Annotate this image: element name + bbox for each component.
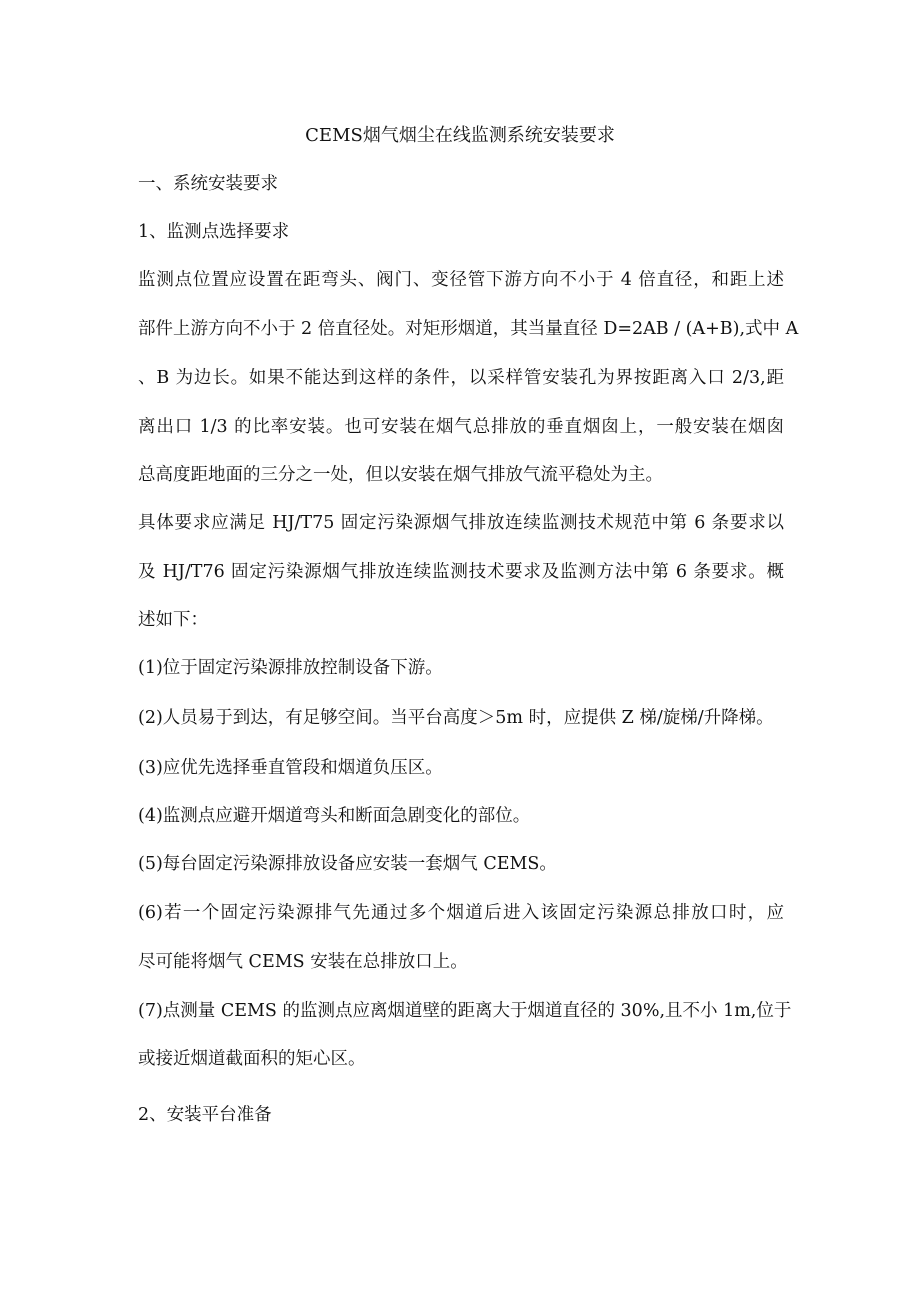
paragraph-line: 及 HJ/T76 固定污染源烟气排放连续监测技术要求及监测方法中第 6 条要求。概 bbox=[138, 562, 784, 582]
list-item: (5)每台固定污染源排放设备应安装一套烟气 CEMS。 bbox=[138, 854, 557, 874]
list-item: (4)监测点应避开烟道弯头和断面急剧变化的部位。 bbox=[138, 806, 531, 826]
document-title: CEMS烟气烟尘在线监测系统安装要求 bbox=[305, 125, 615, 146]
paragraph-line: 述如下： bbox=[138, 610, 208, 630]
paragraph-line: 离出口 1/3 的比率安装。也可安装在烟气总排放的垂直烟囱上，一般安装在烟囱 bbox=[138, 417, 784, 437]
paragraph-line: 具体要求应满足 HJ/T75 固定污染源烟气排放连续监测技术规范中第 6 条要求以 bbox=[138, 513, 784, 533]
subsection-heading: 1、监测点选择要求 bbox=[138, 222, 290, 242]
section-heading: 一、系统安装要求 bbox=[138, 174, 278, 194]
subsection-heading: 2、安装平台准备 bbox=[138, 1105, 272, 1125]
list-item: (1)位于固定污染源排放控制设备下游。 bbox=[138, 658, 443, 678]
list-item-continuation: 或接近烟道截面积的矩心区。 bbox=[138, 1049, 366, 1069]
paragraph-line: 、B 为边长。如果不能达到这样的条件，以采样管安装孔为界按距离入口 2/3,距 bbox=[138, 368, 784, 388]
list-item: (7)点测量 CEMS 的监测点应离烟道壁的距离大于烟道直径的 30%,且不小 1m,位于 bbox=[138, 1001, 792, 1021]
paragraph-line: 总高度距地面的三分之一处，但以安装在烟气排放气流平稳处为主。 bbox=[138, 465, 663, 485]
list-item: (3)应优先选择垂直管段和烟道负压区。 bbox=[138, 758, 443, 778]
list-item-continuation: 尽可能将烟气 CEMS 安装在总排放口上。 bbox=[138, 952, 468, 972]
list-item: (2)人员易于到达，有足够空间。当平台高度＞5m 时，应提供 Z 梯/旋梯/升降梯。 bbox=[138, 708, 774, 728]
paragraph-line: 部件上游方向不小于 2 倍直径处。对矩形烟道，其当量直径 D=2AB / (A+B),式中 A bbox=[138, 319, 799, 339]
list-item: (6)若一个固定污染源排气先通过多个烟道后进入该固定污染源总排放口时，应 bbox=[138, 903, 784, 923]
paragraph-line: 监测点位置应设置在距弯头、阀门、变径管下游方向不小于 4 倍直径，和距上述 bbox=[138, 270, 784, 290]
